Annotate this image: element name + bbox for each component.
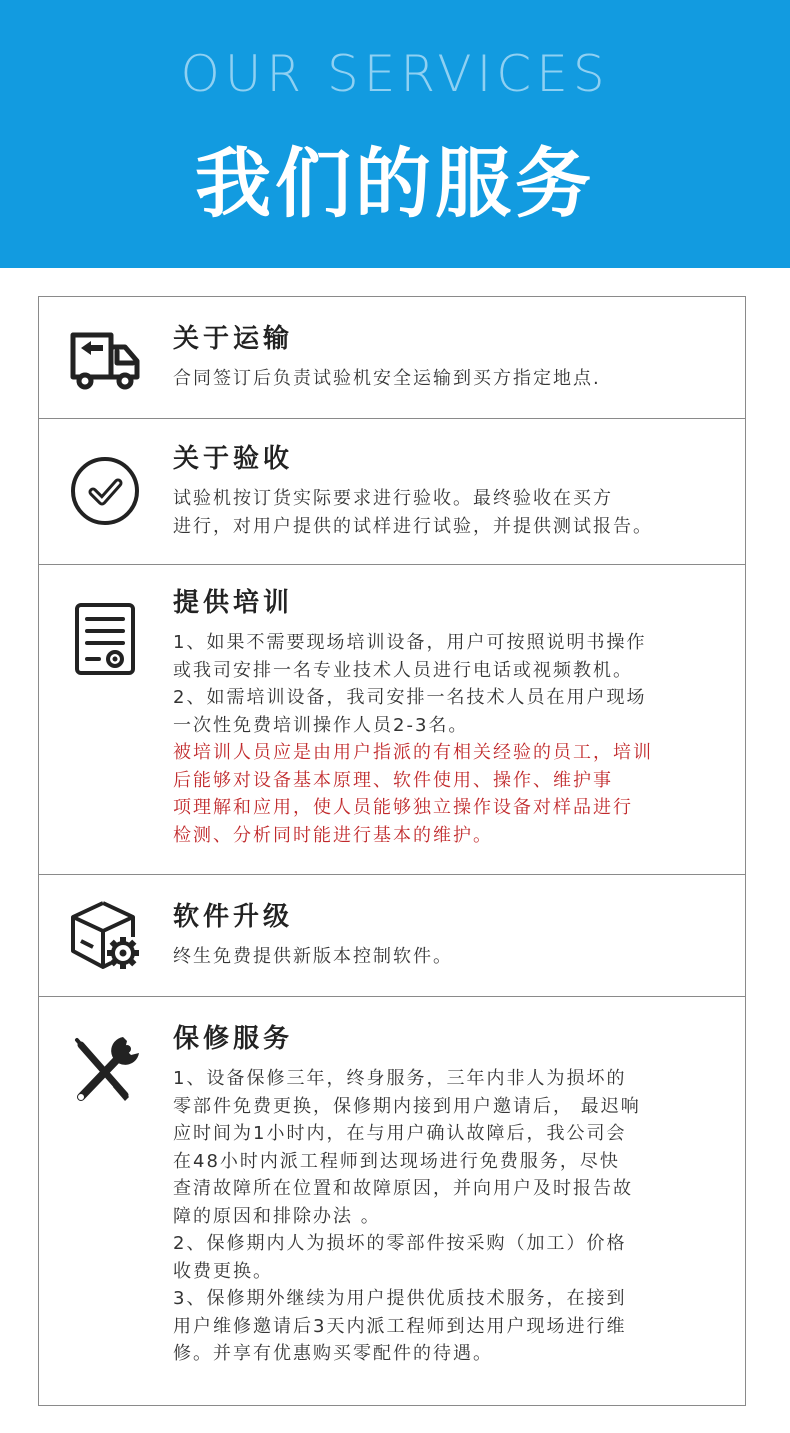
service-software-upgrade xyxy=(39,875,745,997)
service-acceptance xyxy=(39,419,745,565)
service-text xyxy=(173,585,743,849)
service-line: 或我司安排一名专业技术人员进行电话或视频教机。 xyxy=(173,659,633,681)
service-line: 障的原因和排除办法 。 xyxy=(173,1205,381,1227)
service-line: 试验机按订货实际要求进行验收。最终验收在买方 xyxy=(173,488,613,509)
service-title: 软件升级 xyxy=(173,902,294,932)
service-line: 应时间为1小时内，在与用户确认故障后，我公司会 xyxy=(173,1123,627,1144)
service-title: 关于验收 xyxy=(173,444,294,474)
service-text xyxy=(173,441,743,540)
service-line: 在48小时内派工程师到达现场进行免费服务，尽快 xyxy=(173,1150,620,1172)
service-line-highlight: 被培训人员应是由用户指派的有相关经验的员工，培训 xyxy=(173,742,653,763)
service-line: 1、设备保修三年，终身服务，三年内非人为损坏的 xyxy=(173,1068,627,1089)
service-line: 2、保修期内人为损坏的零部件按采购（加工）价格 xyxy=(173,1233,627,1254)
service-training xyxy=(39,565,745,875)
header-title-cn: 我们的服务 xyxy=(195,139,595,228)
header-subtitle-en: OUR SERVICES xyxy=(180,45,610,103)
service-line: 3、保修期外继续为用户提供优质技术服务，在接到 xyxy=(173,1288,627,1309)
service-line: 一次性免费培训操作人员2-3名。 xyxy=(173,714,469,736)
software-box-gear-icon xyxy=(67,897,143,973)
service-line: 收费更换。 xyxy=(173,1260,273,1282)
service-text xyxy=(173,321,743,393)
service-line-highlight: 检测、分析同时能进行基本的维护。 xyxy=(173,824,493,846)
services-list xyxy=(38,296,746,1406)
service-line-highlight: 后能够对设备基本原理、软件使用、操作、维护事 xyxy=(173,769,613,791)
service-line: 零部件免费更换，保修期内接到用户邀请后， 最迟响 xyxy=(173,1095,641,1117)
document-certificate-icon xyxy=(67,601,143,677)
service-line-highlight: 项理解和应用，使人员能够独立操作设备对样品进行 xyxy=(173,797,633,818)
service-title: 提供培训 xyxy=(173,588,294,618)
service-title: 关于运输 xyxy=(173,324,294,354)
service-line: 用户维修邀请后3天内派工程师到达用户现场进行维 xyxy=(173,1315,627,1337)
service-transport xyxy=(39,297,745,419)
service-line: 修。并享有优惠购买零配件的待遇。 xyxy=(173,1343,493,1364)
service-line: 1、如果不需要现场培训设备，用户可按照说明书操作 xyxy=(173,632,647,653)
service-line: 2、如需培训设备，我司安排一名技术人员在用户现场 xyxy=(173,687,647,708)
service-warranty xyxy=(39,997,745,1405)
service-line: 进行，对用户提供的试样进行试验，并提供测试报告。 xyxy=(173,515,653,537)
service-line: 合同签订后负责试验机安全运输到买方指定地点. xyxy=(173,368,601,389)
delivery-truck-icon xyxy=(67,321,143,397)
service-title: 保修服务 xyxy=(173,1024,294,1054)
tools-wrench-screwdriver-icon xyxy=(67,1033,143,1109)
header-banner xyxy=(0,0,790,268)
check-circle-icon xyxy=(67,453,143,529)
service-line: 终生免费提供新版本控制软件。 xyxy=(173,946,453,967)
service-text xyxy=(173,899,743,971)
service-line: 查清故障所在位置和故障原因，并向用户及时报告故 xyxy=(173,1178,633,1199)
service-text xyxy=(173,1021,743,1368)
